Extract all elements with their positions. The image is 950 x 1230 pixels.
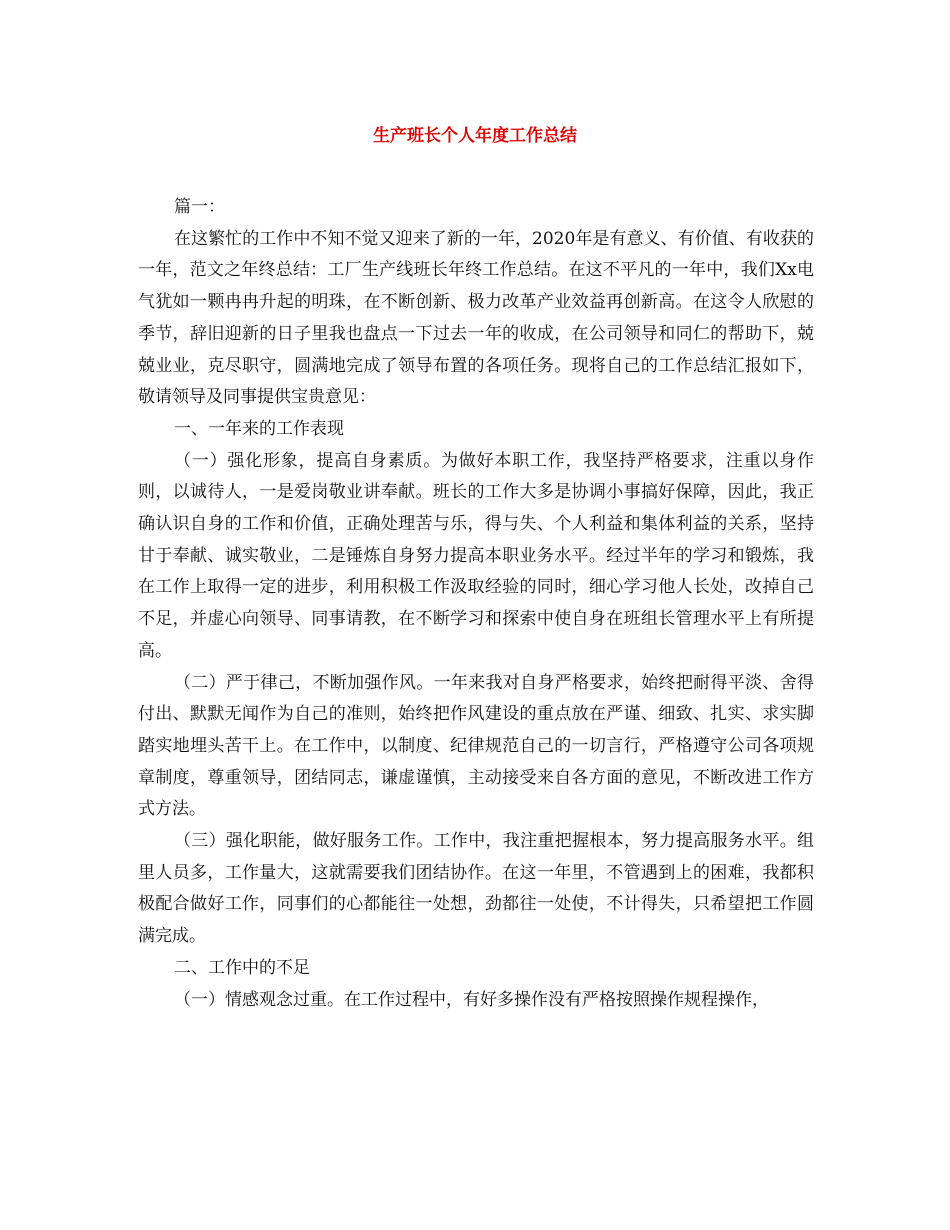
paragraph-emotion: （一）情感观念过重。在工作过程中，有好多操作没有严格按照操作规程操作， — [174, 989, 769, 1010]
paragraph-discipline: （二）严于律己，不断加强作风。一年来我对自身严格要求，始终把耐得平淡、舍得付出、默默无闻作为自己的准则，始终把作风建设的重点放在严谨、细致、扎实、求实脚踏实地埋头苦干上。在工作中，以制度、纪律规范自己的一切言行，严格遵守公司各项规章制度，尊重领导，团结同志，谦虚谨慎，主动接受来自各方面的意见，不断改进工作方式方法。 — [138, 672, 814, 820]
paragraph-chapter-heading: 篇一： — [174, 197, 225, 217]
paragraph-service: （三）强化职能，做好服务工作。工作中，我注重把握根本，努力提高服务水平。组里人员多，工作量大，这就需要我们团结协作。在这一年里，不管遇到上的困难，我都积极配合做好工作，同事们的心都能往一处想，劲都往一处使，不计得失，只希望把工作圆满完成。 — [138, 831, 814, 947]
document-title: 生产班长个人年度工作总结 — [373, 126, 577, 146]
paragraph-intro: 在这繁忙的工作中不知不觉又迎来了新的一年，2020年是有意义、有价值、有收获的一年，范文之年终总结：工厂生产线班长年终工作总结。在这不平凡的一年中，我们Xx电气犹如一颗冉冉升起的明珠，在不断创新、极力改革产业效益再创新高。在这令人欣慰的季节，辞旧迎新的日子里我也盘点一下过去一年的收成，在公司领导和同仁的帮助下，兢兢业业，克尽职守，圆满地完成了领导布置的各项任务。现将自己的工作总结汇报如下，敬请领导及同事提供宝贵意见： — [138, 228, 814, 408]
section-heading-performance: 一、一年来的工作表现 — [174, 418, 344, 439]
paragraph-image-quality: （一）强化形象，提高自身素质。为做好本职工作，我坚持严格要求，注重以身作则，以诚待人，一是爱岗敬业讲奉献。班长的工作大多是协调小事搞好保障，因此，我正确认识自身的工作和价值，正确处理苦与乐，得与失、个人利益和集体利益的关系，坚持甘于奉献、诚实敬业，二是锤炼自身努力提高本职业务水平。经过半年的学习和锻炼，我在工作上取得一定的进步，利用积极工作汲取经验的同时，细心学习他人长处，改掉自己不足，并虚心向领导、同事请教，在不断学习和探索中使自身在班组长管理水平上有所提高。 — [138, 450, 814, 661]
document-body — [138, 192, 814, 1016]
section-heading-shortcomings: 二、工作中的不足 — [174, 957, 310, 978]
